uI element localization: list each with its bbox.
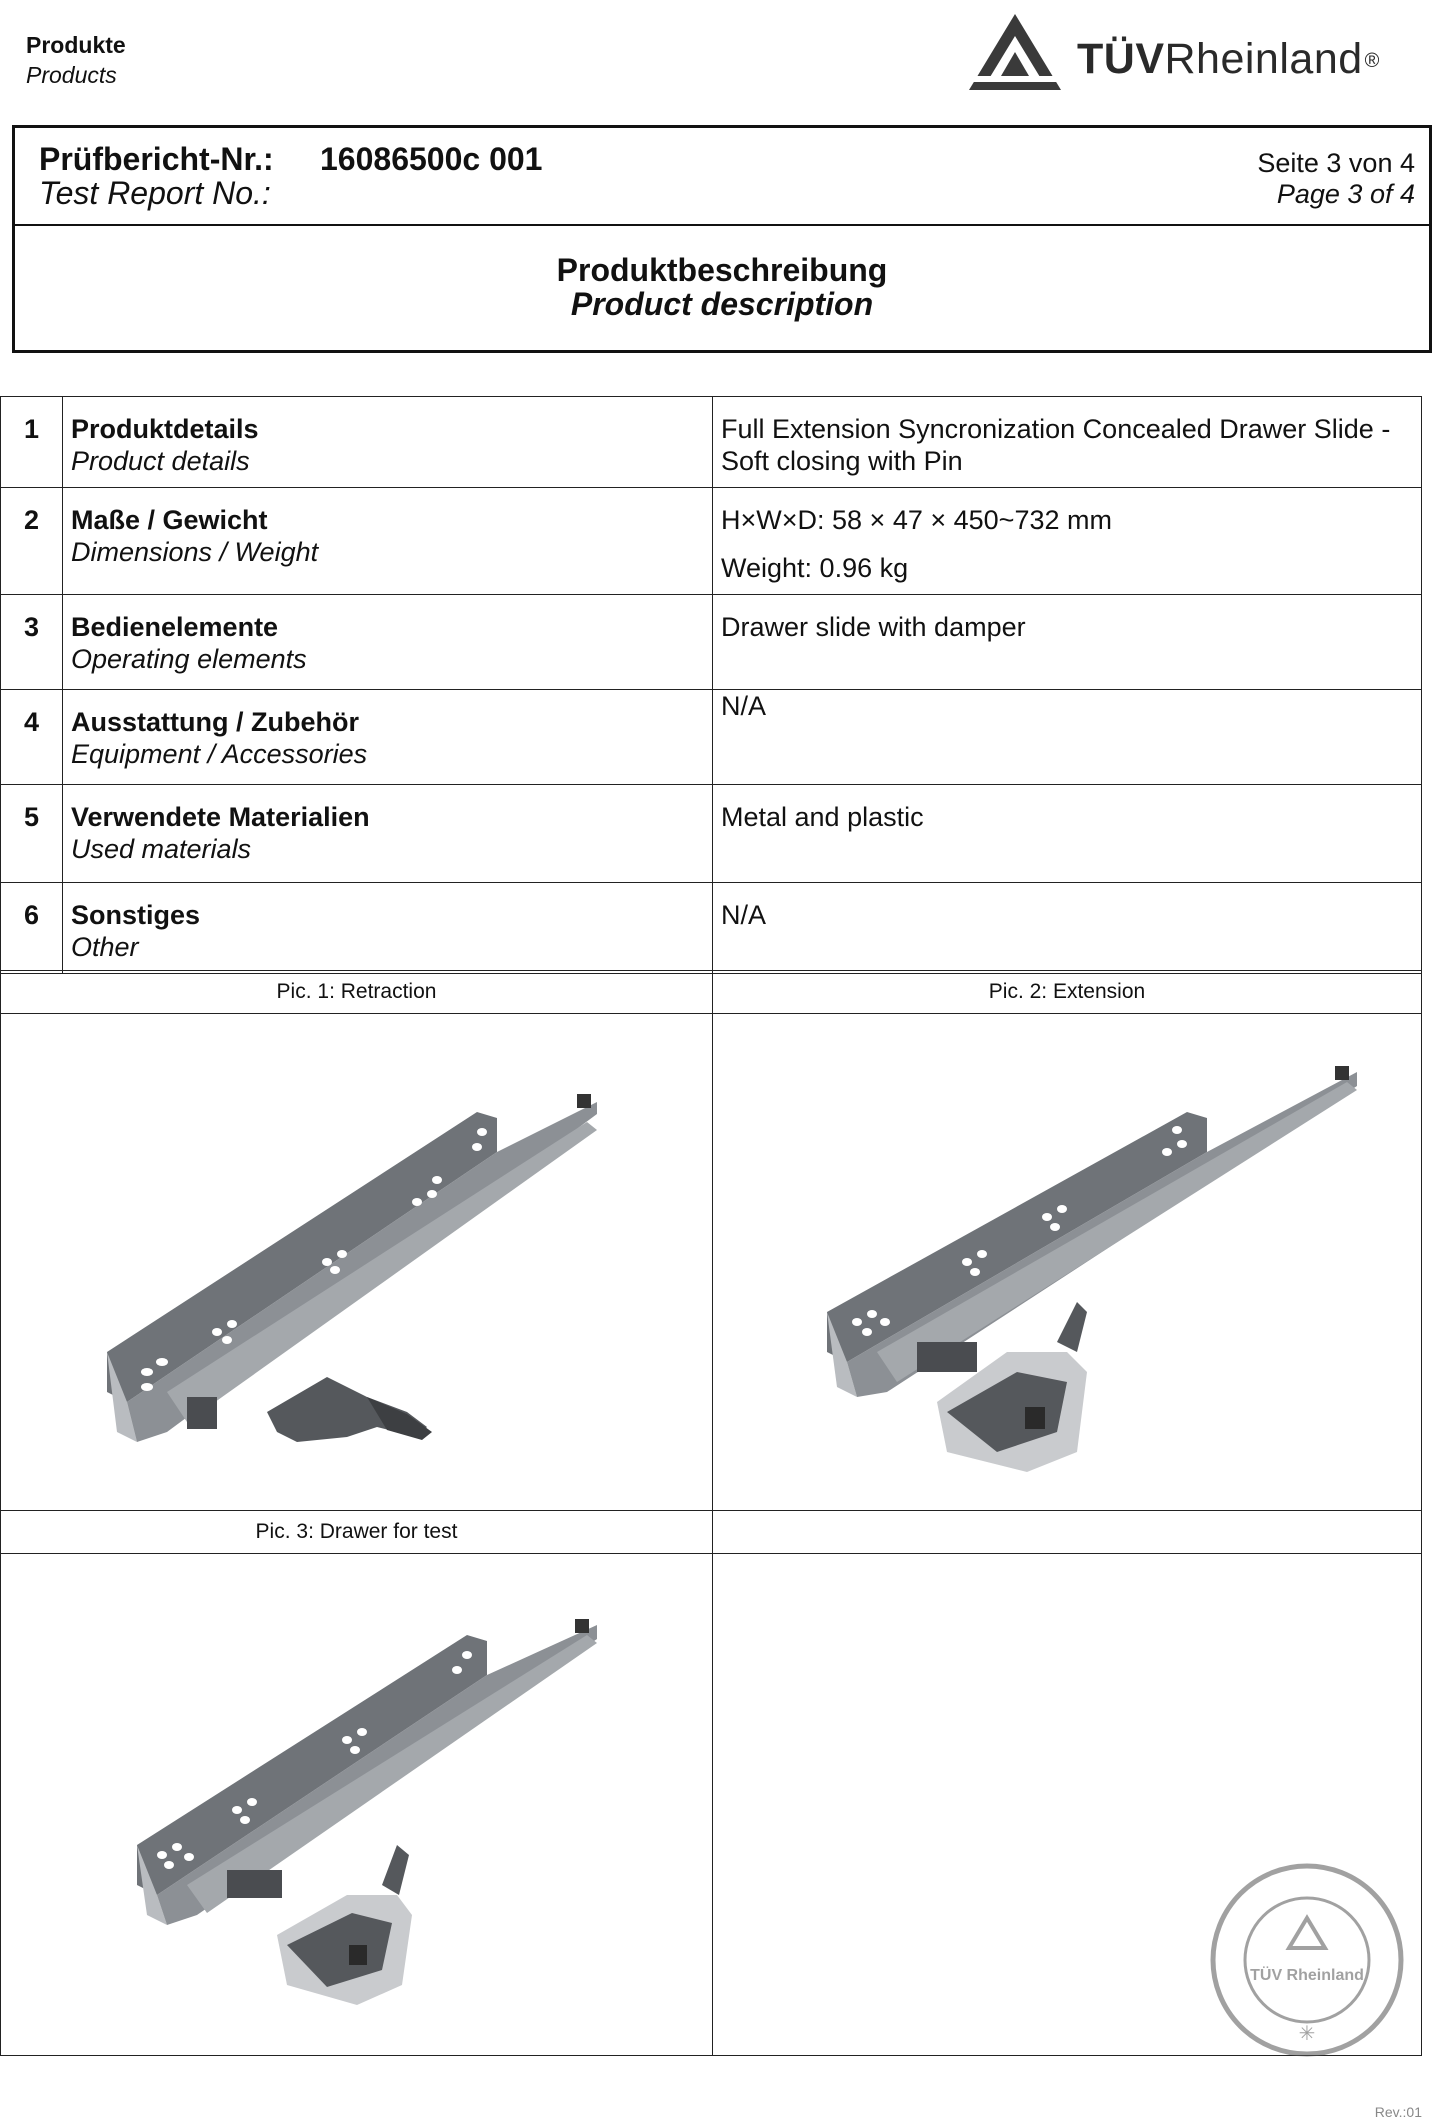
row-number: 2 <box>1 488 63 595</box>
report-header-box <box>12 125 1432 353</box>
report-number-label <box>39 142 274 210</box>
row-label <box>63 785 713 883</box>
row-value-text: Metal and plastic <box>721 802 924 832</box>
photo-drawer-for-test <box>1 1554 713 2056</box>
row-value <box>713 785 1422 883</box>
row-label-en: Equipment / Accessories <box>71 739 368 769</box>
svg-text:TÜV Rheinland: TÜV Rheinland <box>1250 1967 1364 1984</box>
section-title-de: Produktbeschreibung <box>556 252 888 288</box>
row-number: 6 <box>1 883 63 974</box>
row-label-en: Other <box>71 932 139 962</box>
row-value-text: Full Extension Syncronization Concealed Drawer Slide - Soft closing with Pin <box>721 414 1391 476</box>
picture-caption: Pic. 3: Drawer for test <box>1 1511 713 1554</box>
report-number-bar <box>15 128 1429 226</box>
tuv-brand-text <box>1077 34 1380 84</box>
tuv-triangle-icon <box>965 10 1065 94</box>
row-label <box>63 488 713 595</box>
row-label-de: Bedienelemente <box>71 612 279 642</box>
drawer-slide-extended-image <box>767 1052 1367 1472</box>
row-value <box>713 397 1422 488</box>
picture-caption: Pic. 1: Retraction <box>1 971 713 1014</box>
empty-caption-cell <box>713 1511 1422 1554</box>
row-label <box>63 397 713 488</box>
row-value <box>713 595 1422 690</box>
row-value <box>713 690 1422 785</box>
drawer-slide-retracted-image <box>77 1052 637 1472</box>
products-heading-en: Products <box>26 62 117 88</box>
row-label-de: Sonstiges <box>71 900 201 930</box>
seal-icon <box>1207 1860 1407 2060</box>
company-seal-stamp <box>1207 1860 1407 2060</box>
row-label-de: Verwendete Materialien <box>71 802 370 832</box>
row-label-en: Used materials <box>71 834 252 864</box>
row-value-text: N/A <box>721 691 767 721</box>
row-number: 4 <box>1 690 63 785</box>
brand-rest: Rheinland <box>1164 35 1363 83</box>
row-label-en: Product details <box>71 446 250 476</box>
report-number-label-de: Prüfbericht-Nr.: <box>39 141 274 177</box>
page-indicator <box>1257 148 1415 210</box>
section-title-en: Product description <box>570 286 874 322</box>
report-number-label-en: Test Report No.: <box>39 175 271 211</box>
row-value-text-2: Weight: 0.96 kg <box>721 553 909 583</box>
row-value-text: H×W×D: 58 × 47 × 450~732 mm <box>721 505 1112 535</box>
table-row <box>1 690 1422 785</box>
svg-text:✳: ✳ <box>1298 2023 1316 2045</box>
table-row <box>1 785 1422 883</box>
row-label-en: Dimensions / Weight <box>71 537 319 567</box>
row-label-de: Ausstattung / Zubehör <box>71 707 359 737</box>
row-label-de: Produktdetails <box>71 414 259 444</box>
page-indicator-de: Seite 3 von 4 <box>1257 148 1415 178</box>
report-number: 16086500c 001 <box>320 141 543 177</box>
row-number: 1 <box>1 397 63 488</box>
photo-extension <box>713 1014 1422 1511</box>
row-number: 5 <box>1 785 63 883</box>
page-indicator-en: Page 3 of 4 <box>1276 179 1415 209</box>
row-value-text: Drawer slide with damper <box>721 612 1026 642</box>
row-label-de: Maße / Gewicht <box>71 505 268 535</box>
row-label <box>63 595 713 690</box>
products-heading-de: Produkte <box>26 32 126 58</box>
product-details-table <box>0 396 1422 974</box>
row-value-text: N/A <box>721 900 767 930</box>
table-row <box>1 397 1422 488</box>
picture-caption: Pic. 2: Extension <box>713 971 1422 1014</box>
row-label <box>63 883 713 974</box>
row-number: 3 <box>1 595 63 690</box>
brand-bold: TÜV <box>1077 35 1165 83</box>
photo-retraction <box>1 1014 713 1511</box>
table-row <box>1 883 1422 974</box>
row-label <box>63 690 713 785</box>
section-title <box>15 253 1429 321</box>
brand-registered: ® <box>1364 50 1380 72</box>
row-label-en: Operating elements <box>71 644 307 674</box>
table-row <box>1 595 1422 690</box>
table-row <box>1 488 1422 595</box>
row-value <box>713 883 1422 974</box>
products-heading <box>26 30 126 90</box>
drawer-slide-test-image <box>97 1595 617 2015</box>
tuv-logo <box>965 10 1425 94</box>
revision-label: Rev.:01 <box>1374 2104 1422 2120</box>
row-value <box>713 488 1422 595</box>
